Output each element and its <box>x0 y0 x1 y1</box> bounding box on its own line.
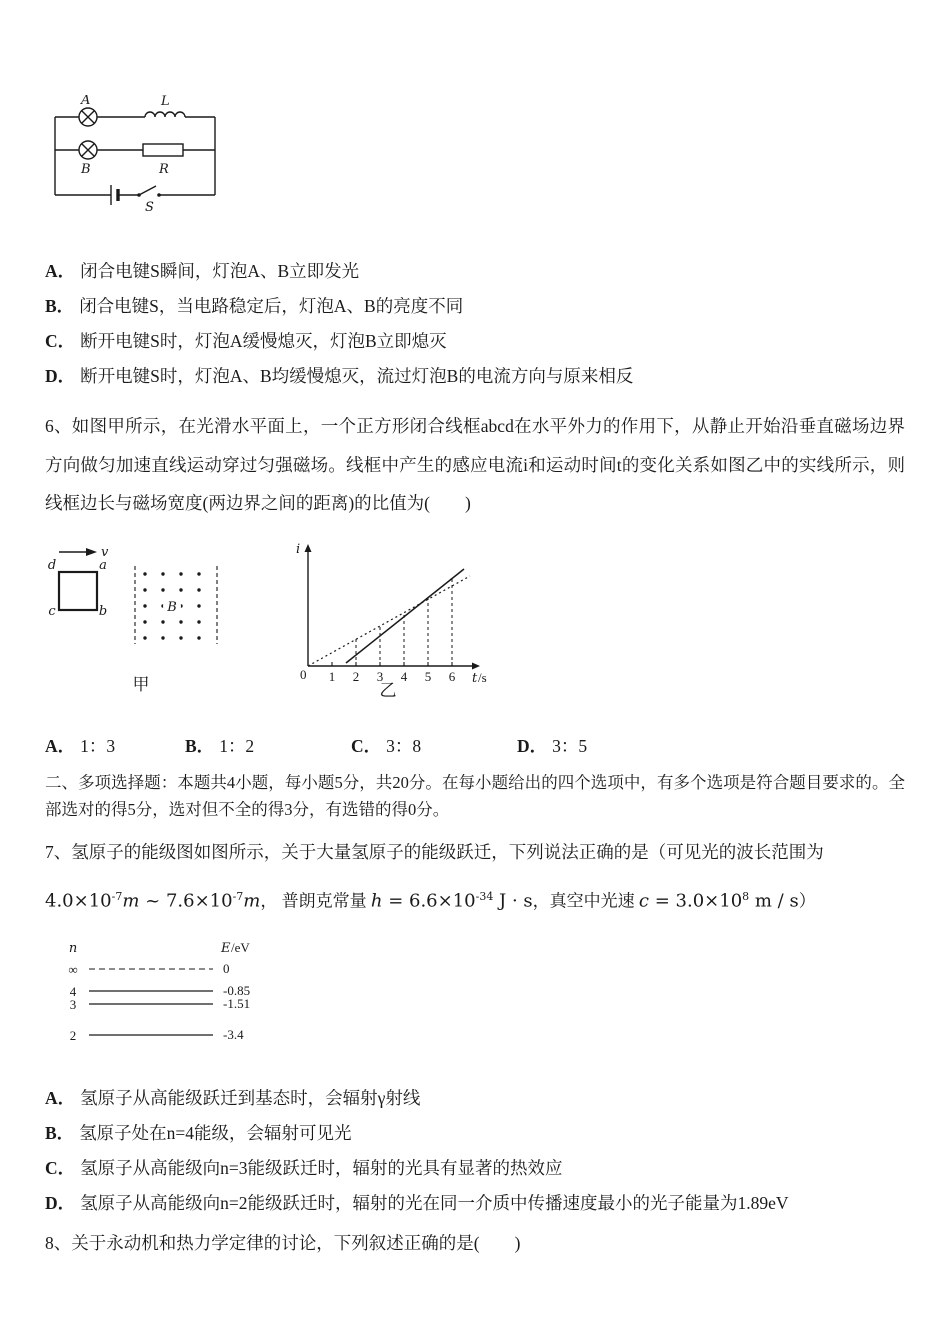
figure-jia-caption: 甲 <box>132 674 150 694</box>
circuit-diagram <box>45 95 225 222</box>
formula-part: 7.6×10 <box>165 890 233 912</box>
option-label: B． <box>45 296 75 316</box>
formula-part: ， 普朗克常量 <box>260 891 371 911</box>
option-text: 氢原子从高能级向n=3能级跃迁时，辐射的光具有显著的热效应 <box>80 1158 563 1179</box>
option-label: C． <box>45 331 76 351</box>
y-axis-label: i <box>296 541 301 557</box>
switch-icon <box>139 186 156 195</box>
option-label: D． <box>45 366 76 386</box>
x-axis-arrow-icon <box>472 662 480 669</box>
corner-b-label: b <box>98 603 108 619</box>
option-text: 3：8 <box>386 735 422 756</box>
q7-text: 7、氢原子的能级图如图所示，关于大量氢原子的能级跃迁，下列说法正确的是（可见光的波长范围为 <box>45 841 824 862</box>
q6-option-d <box>517 734 587 758</box>
level-3-n: 3 <box>69 997 77 1013</box>
lamp-b-label: B <box>81 162 91 177</box>
formula-part: = 3.0×10 <box>649 890 743 912</box>
circuit-wires <box>55 108 215 205</box>
planck-symbol: h <box>370 890 383 912</box>
option-label: A． <box>45 735 76 756</box>
level-infinity-energy: 0 <box>223 961 230 977</box>
q7-options <box>45 1081 905 1221</box>
option-text: 1：3 <box>80 735 116 756</box>
option-label: A． <box>45 1088 76 1109</box>
level-4-n: 4 <box>69 984 77 1000</box>
velocity-arrow-icon <box>86 548 97 556</box>
q6-figures <box>45 536 905 698</box>
formula-part: ~ <box>139 890 166 912</box>
option-text: 氢原子从高能级向n=2能级跃迁时，辐射的光在同一介质中传播速度最小的光子能量为1.89eV <box>80 1193 789 1214</box>
formula-part: m <box>122 890 140 912</box>
resistor-label: R <box>159 162 169 177</box>
field-b-label: B <box>167 599 177 615</box>
origin-label: 0 <box>300 666 307 682</box>
dropline-dashes <box>356 579 452 666</box>
option-label: B． <box>185 735 215 756</box>
q6-options <box>45 734 905 758</box>
option-text: 断开电键S时，灯泡A、B均缓慢熄灭，流过灯泡B的电流方向与原来相反 <box>80 366 634 386</box>
inductor-icon <box>145 112 185 117</box>
resistor-icon <box>143 144 183 156</box>
q7-option-c <box>45 1151 905 1186</box>
switch-label: S <box>145 200 154 215</box>
tick-6: 6 <box>448 668 456 684</box>
formula-exponent: -7 <box>111 889 123 903</box>
option-text: 闭合电键S，当电路稳定后，灯泡A、B的亮度不同 <box>79 296 464 316</box>
section2-instructions: 二、多项选择题：本题共4小题，每小题5分，共20分。在每小题给出的四个选项中，有多个选项是符合题目要求的。全部选对的得5分，选对但不全的得3分，有选错的得0分。 <box>45 772 905 819</box>
level-3-energy: -1.51 <box>223 996 251 1012</box>
q6-option-c <box>351 734 517 758</box>
current-solid-line <box>346 569 464 663</box>
coil-square <box>59 572 97 610</box>
formula-exponent: -34 <box>475 889 494 903</box>
tick-2: 2 <box>352 668 360 684</box>
option-text: 3：5 <box>552 735 588 756</box>
dotted-reference-line <box>308 576 470 666</box>
lightspeed-symbol: c <box>638 890 650 912</box>
figure-yi-caption: 乙 <box>379 680 397 698</box>
corner-d-label: d <box>47 557 57 573</box>
energy-column-unit: /eV <box>231 940 250 956</box>
inductor-label: L <box>161 95 170 109</box>
option-label: D． <box>517 735 548 756</box>
option-label: A． <box>45 261 76 281</box>
figure-yi-graph <box>276 536 491 698</box>
n-column-header: n <box>68 941 78 957</box>
x-axis-label-unit: /s <box>478 669 487 685</box>
option-label: B． <box>45 1123 75 1144</box>
level-2-n: 2 <box>69 1028 77 1044</box>
q7-option-a <box>45 1081 905 1116</box>
tick-3: 3 <box>376 668 384 684</box>
option-text: 氢原子从高能级跃迁到基态时，会辐射γ射线 <box>80 1088 421 1109</box>
q7-option-d <box>45 1186 905 1221</box>
velocity-label: v <box>101 544 109 560</box>
level-4-energy: -0.85 <box>223 983 251 999</box>
formula-part: = 6.6×10 <box>382 890 476 912</box>
q5-option-d <box>45 359 905 394</box>
q7-constants-line <box>45 882 905 917</box>
y-axis-arrow-icon <box>305 544 312 552</box>
level-infinity-n: ∞ <box>68 962 78 978</box>
formula-part: m / s <box>749 890 799 912</box>
q8-text: 8、关于永动机和热力学定律的讨论，下列叙述正确的是( ) <box>45 1233 521 1254</box>
x-axis-label-var: t <box>472 670 478 686</box>
switch-contact <box>157 193 161 197</box>
q6-text: 6、如图甲所示，在光滑水平面上，一个正方形闭合线框abcd在水平外力的作用下，从静止开始沿垂直磁场边界方向做匀加速直线运动穿过匀强磁场。线框中产生的感应电流i和运动时间t的变化关系如图乙中的实线所示，则线框边长与磁场宽度(两边界之间的距离)的比值为( ) <box>45 416 905 513</box>
q7-option-b <box>45 1116 905 1151</box>
energy-column-header: E <box>221 941 231 957</box>
tick-1: 1 <box>328 668 336 684</box>
corner-c-label: c <box>48 603 56 619</box>
q5-option-b <box>45 289 905 324</box>
formula-part: m <box>243 890 261 912</box>
option-text: 断开电键S时，灯泡A缓慢熄灭，灯泡B立即熄灭 <box>80 331 447 351</box>
q5-option-c <box>45 324 905 359</box>
graph-axes <box>308 550 474 666</box>
figure-jia-coil-field <box>45 536 240 694</box>
lamp-a-label: A <box>81 95 91 108</box>
option-text: 1：2 <box>219 735 255 756</box>
corner-a-label: a <box>99 557 107 573</box>
formula-exponent: 8 <box>742 889 750 903</box>
level-2-energy: -3.4 <box>223 1027 244 1043</box>
formula-exponent: -7 <box>232 889 244 903</box>
q6-option-b <box>185 734 351 758</box>
option-label: C． <box>351 735 382 756</box>
formula-part: 4.0×10 <box>45 890 112 912</box>
switch-pivot <box>137 193 141 197</box>
formula-part: ） <box>798 891 816 911</box>
option-text: 闭合电键S瞬间，灯泡A、B立即发光 <box>80 261 360 281</box>
q5-option-a <box>45 254 905 289</box>
option-label: C． <box>45 1158 76 1179</box>
q6-option-a <box>45 734 185 758</box>
formula-part: ，真空中光速 <box>532 891 639 911</box>
energy-level-diagram <box>55 939 295 1057</box>
option-text: 氢原子处在n=4能级，会辐射可见光 <box>79 1123 352 1144</box>
q5-options <box>45 254 905 394</box>
tick-4: 4 <box>400 668 408 684</box>
option-label: D． <box>45 1193 76 1214</box>
tick-5: 5 <box>424 668 432 684</box>
formula-part: J · s <box>493 890 533 912</box>
